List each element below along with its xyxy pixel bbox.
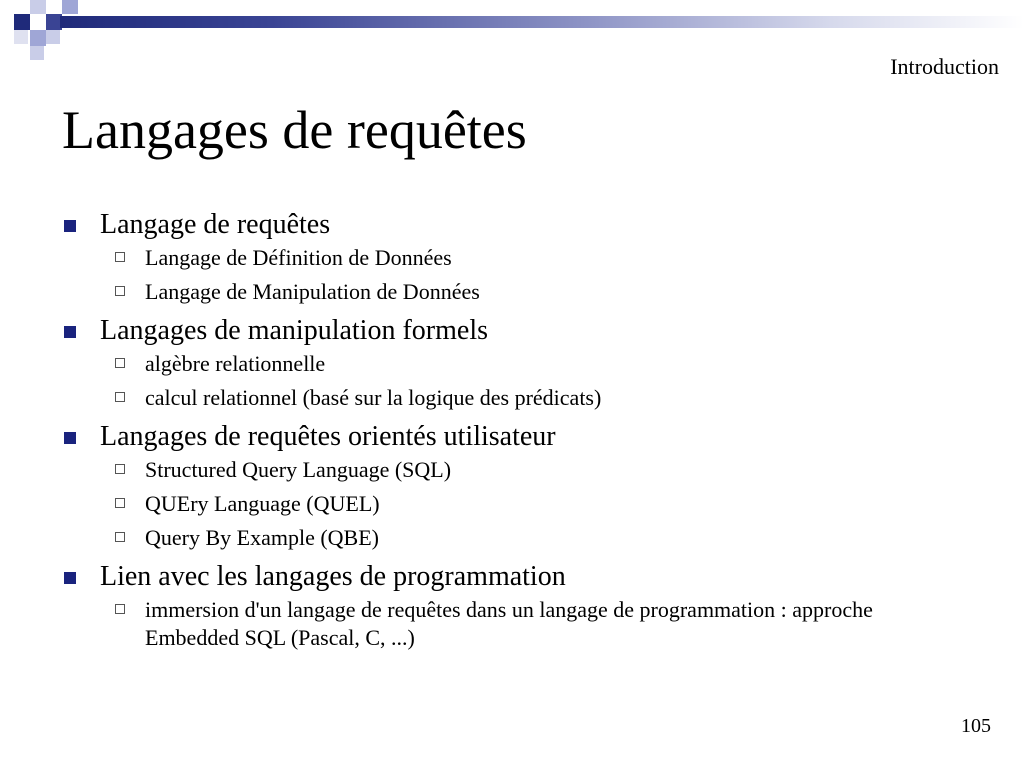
sub-item (0, 524, 1024, 552)
filled-square-bullet-icon (64, 432, 76, 444)
bullet-text: Lien avec les langages de programmation (100, 561, 566, 592)
sub-list (0, 456, 1024, 552)
sub-item-text: immersion d'un langage de requêtes dans un langage de programmation : approche Embedded SQL (Pascal, C, ...) (145, 597, 873, 650)
sub-item-text: Query By Example (QBE) (145, 525, 379, 550)
checkered-squares-logo-icon (0, 0, 80, 66)
filled-square-bullet-icon (64, 572, 76, 584)
sub-item-text: Structured Query Language (SQL) (145, 457, 452, 482)
sub-list (0, 596, 1024, 652)
sub-item (0, 490, 1024, 518)
hollow-square-bullet-icon (115, 532, 125, 542)
bullet-text: Langages de manipulation formels (100, 315, 488, 346)
sub-item-text: calcul relationnel (basé sur la logique des prédicats) (145, 385, 602, 410)
bullet-row (0, 558, 1024, 596)
page-number: 105 (961, 715, 991, 737)
bullet-item (0, 418, 1024, 552)
header-gradient-bar (60, 16, 1024, 28)
bullet-text: Langage de requêtes (100, 209, 331, 240)
bullet-row (0, 418, 1024, 456)
hollow-square-bullet-icon (115, 358, 125, 368)
bullet-list (0, 206, 1024, 658)
sub-item (0, 456, 1024, 484)
bullet-item (0, 206, 1024, 306)
sub-item (0, 596, 1024, 652)
sub-item-text: algèbre relationnelle (145, 351, 326, 376)
hollow-square-bullet-icon (115, 252, 125, 262)
sub-item-text: QUEry Language (QUEL) (145, 491, 380, 516)
bullet-item (0, 558, 1024, 652)
sub-item-text: Langage de Manipulation de Données (145, 279, 480, 304)
hollow-square-bullet-icon (115, 604, 125, 614)
hollow-square-bullet-icon (115, 392, 125, 402)
hollow-square-bullet-icon (115, 464, 125, 474)
bullet-row (0, 312, 1024, 350)
bullet-item (0, 312, 1024, 412)
sub-list (0, 244, 1024, 306)
sub-item (0, 278, 1024, 306)
bullet-text: Langages de requêtes orientés utilisateur (100, 421, 556, 452)
hollow-square-bullet-icon (115, 286, 125, 296)
filled-square-bullet-icon (64, 220, 76, 232)
bullet-row (0, 206, 1024, 244)
sub-item (0, 350, 1024, 378)
hollow-square-bullet-icon (115, 498, 125, 508)
sub-item-text: Langage de Définition de Données (145, 245, 452, 270)
sub-list (0, 350, 1024, 412)
filled-square-bullet-icon (64, 326, 76, 338)
sub-item (0, 244, 1024, 272)
slide-title: Langages de requêtes (62, 100, 527, 160)
sub-item (0, 384, 1024, 412)
section-label: Introduction (890, 54, 999, 79)
